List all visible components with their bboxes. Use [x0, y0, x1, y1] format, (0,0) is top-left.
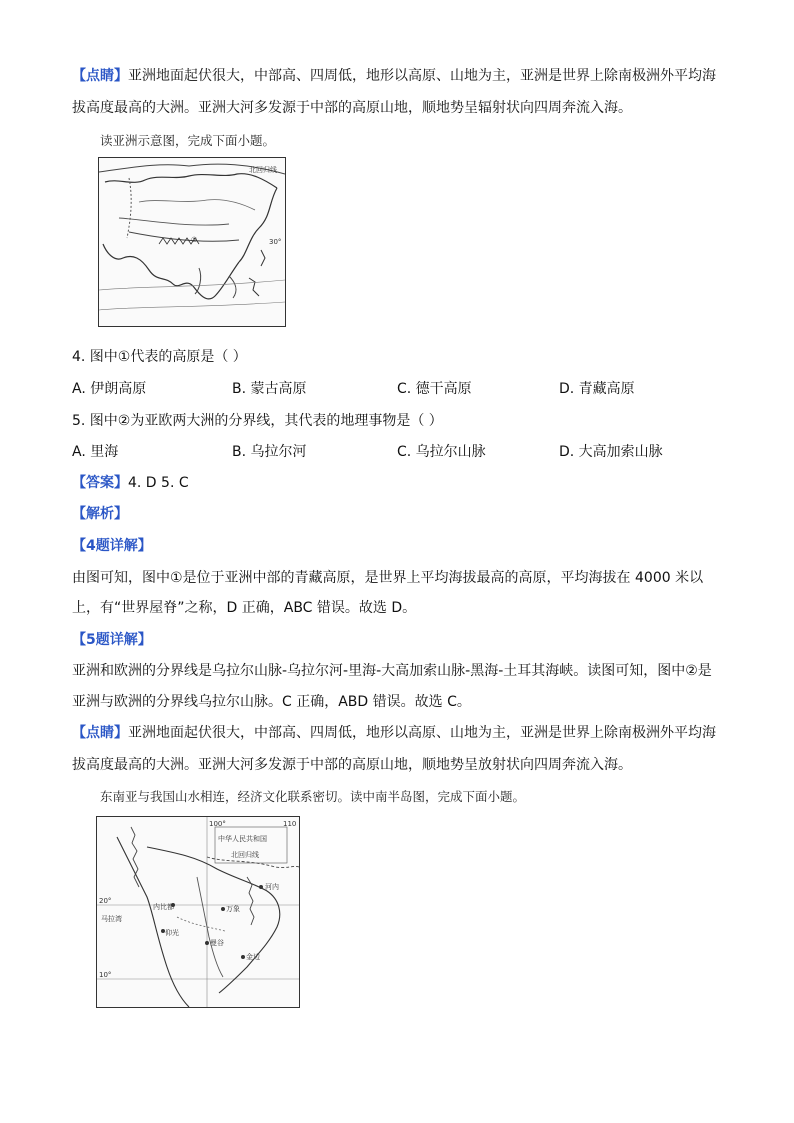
indochina-map-hanoi: 河内: [265, 883, 279, 891]
detail4-tag: 【4题详解】: [72, 538, 152, 554]
indochina-map-bangkok: 曼谷: [210, 939, 224, 947]
indochina-map-vientiane: 万象: [226, 905, 240, 913]
tip2-text: 亚洲地面起伏很大，中部高、四周低，地形以高原、山地为主，亚洲是世界上除南极洲外平均海: [128, 725, 716, 741]
q4-option-c[interactable]: C. 德干高原: [397, 381, 472, 397]
detail4-line-1: 由图可知，图中①是位于亚洲中部的青藏高原，是世界上平均海拔最高的高原，平均海拔在 4000 米以: [72, 570, 704, 586]
indochina-map-lat20: 20°: [99, 897, 112, 905]
answer-line: [72, 473, 189, 493]
indochina-map-lon100: 100°: [209, 820, 226, 828]
q5-option-d[interactable]: D. 大高加索山脉: [559, 444, 663, 460]
map1-intro: 读亚洲示意图，完成下面小题。: [100, 133, 276, 148]
detail5-line-2: 亚洲与欧洲的分界线乌拉尔山脉。C 正确，ABD 错误。故选 C。: [72, 694, 471, 710]
asia-map-label-1: ①: [191, 236, 198, 244]
q5-stem: 5. 图中②为亚欧两大洲的分界线，其代表的地理事物是（ ）: [72, 413, 443, 429]
indochina-map-phnompenh: 金边: [246, 953, 260, 961]
analysis-tag: 【解析】: [72, 506, 128, 522]
tip-paragraph-1-line-2: 拔高度最高的大洲。亚洲大河多发源于中部的高原山地，顺地势呈辐射状向四周奔流入海。: [72, 100, 632, 116]
q5-option-a[interactable]: A. 里海: [72, 444, 119, 460]
asia-map-label-tropic: 北回归线: [249, 166, 277, 174]
q5-option-b[interactable]: B. 乌拉尔河: [232, 444, 307, 460]
indochina-map-lat10: 10°: [99, 971, 112, 979]
detail5-tag: 【5题详解】: [72, 632, 152, 648]
tip-text: 亚洲地面起伏很大，中部高、四周低，地形以高原、山地为主，亚洲是世界上除南极洲外平均海: [128, 68, 716, 84]
q4-stem: 4. 图中①代表的高原是（ ）: [72, 349, 247, 365]
answer-text: 4. D 5. C: [128, 475, 189, 491]
indochina-map-yangon: 仰光: [165, 929, 179, 937]
indochina-map-bay: 马拉湾: [101, 915, 122, 923]
detail5-line-1: 亚洲和欧洲的分界线是乌拉尔山脉-乌拉尔河-里海-大高加索山脉-黑海-土耳其海峡。读图可知，图中②是: [72, 663, 712, 679]
answer-tag: 【答案】: [72, 475, 128, 491]
detail4-line-2: 上，有“世界屋脊”之称，D 正确，ABC 错误。故选 D。: [72, 600, 417, 616]
indochina-map-china: 中华人民共和国: [218, 835, 267, 843]
q5-option-c[interactable]: C. 乌拉尔山脉: [397, 444, 486, 460]
indochina-map-lon110: 110: [283, 820, 297, 828]
indochina-map-tropic: 北回归线: [231, 851, 259, 859]
indochina-map-drawing: [97, 817, 299, 1007]
q4-option-d[interactable]: D. 青藏高原: [559, 381, 635, 397]
asia-map-label-lat30: 30°: [269, 238, 282, 246]
q4-option-a[interactable]: A. 伊朗高原: [72, 381, 147, 397]
map2-intro: 东南亚与我国山水相连，经济文化联系密切。读中南半岛图，完成下面小题。: [100, 789, 526, 804]
asia-map: [98, 157, 286, 327]
tip-paragraph-1-line-1: [72, 66, 716, 86]
indochina-map: [96, 816, 300, 1008]
tip-paragraph-2-line-1: [72, 723, 716, 743]
tip-tag: 【点睛】: [72, 68, 128, 84]
indochina-map-naypyidaw: 内比都: [153, 903, 174, 911]
q4-option-b[interactable]: B. 蒙古高原: [232, 381, 307, 397]
tip2-tag: 【点睛】: [72, 725, 128, 741]
asia-map-drawing: [99, 158, 285, 326]
tip-paragraph-2-line-2: 拔高度最高的大洲。亚洲大河多发源于中部的高原山地，顺地势呈放射状向四周奔流入海。: [72, 757, 632, 773]
